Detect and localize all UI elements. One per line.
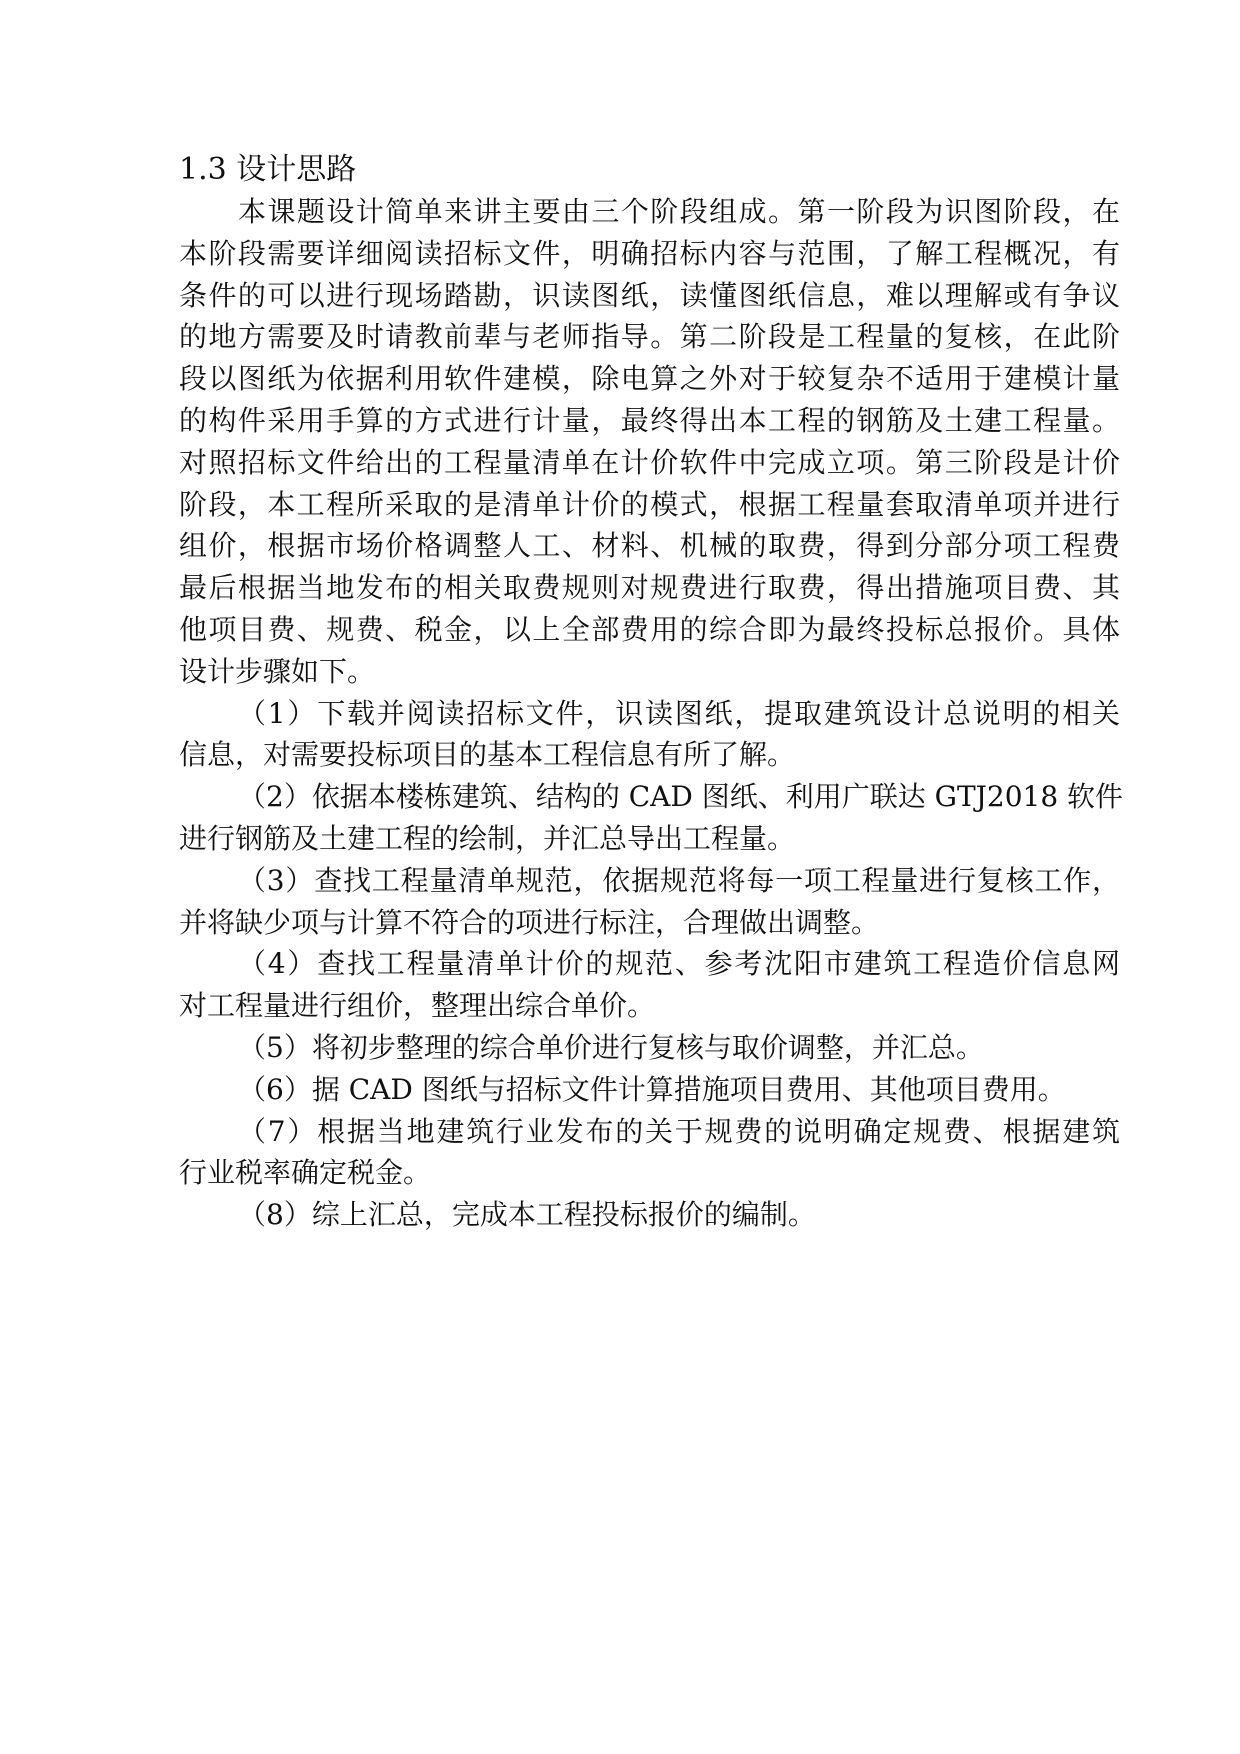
step-paragraph	[179, 1027, 1120, 1069]
text-line: （2）依据本楼栋建筑、结构的 CAD 图纸、利用广联达 GTJ2018 软件	[238, 780, 1124, 814]
section-heading: 1.3 设计思路	[179, 152, 357, 187]
text-line: 行业税率确定税金。	[179, 1156, 432, 1190]
text-line: （6）据 CAD 图纸与招标文件计算措施项目费用、其他项目费用。	[238, 1072, 1066, 1106]
step-paragraph	[179, 693, 1120, 777]
step-paragraph	[179, 1069, 1120, 1111]
text-line: 并将缺少项与计算不符合的项进行标注，合理做出调整。	[179, 905, 880, 939]
document-body	[179, 191, 1124, 1236]
step-paragraph	[179, 1194, 1120, 1236]
step-paragraph	[179, 860, 1120, 944]
text-line: 对照招标文件给出的工程量清单在计价软件中完成立项。第三阶段是计价	[179, 445, 1120, 479]
text-line: （5）将初步整理的综合单价进行复核与取价调整，并汇总。	[238, 1030, 984, 1064]
text-line: 的地方需要及时请教前辈与老师指导。第二阶段是工程量的复核，在此阶	[179, 320, 1120, 354]
step-paragraph	[179, 1111, 1120, 1195]
text-line: （1）下载并阅读招标文件，识读图纸，提取建筑设计总说明的相关	[238, 696, 1120, 730]
text-line: 本课题设计简单来讲主要由三个阶段组成。第一阶段为识图阶段，在	[238, 195, 1120, 228]
text-line: （4）查找工程量清单计价的规范、参考沈阳市建筑工程造价信息网	[238, 947, 1120, 981]
text-line: 进行钢筋及土建工程的绘制，并汇总导出工程量。	[179, 821, 796, 855]
text-line: 条件的可以进行现场踏勘，识读图纸，读懂图纸信息，难以理解或有争议	[179, 278, 1120, 312]
step-paragraph	[179, 776, 1124, 860]
text-line: 对工程量进行组价，整理出综合单价。	[179, 989, 656, 1023]
text-line: 阶段，本工程所采取的是清单计价的模式，根据工程量套取清单项并进行	[179, 487, 1120, 521]
text-line: 信息，对需要投标项目的基本工程信息有所了解。	[179, 738, 796, 772]
text-line: 组价，根据市场价格调整人工、材料、机械的取费，得到分部分项工程费	[179, 529, 1120, 563]
text-line: （7）根据当地建筑行业发布的关于规费的说明确定规费、根据建筑	[238, 1114, 1120, 1148]
text-line: 段以图纸为依据利用软件建模，除电算之外对于较复杂不适用于建模计量	[179, 362, 1120, 396]
text-line: （8）综上汇总，完成本工程投标报价的编制。	[238, 1198, 816, 1232]
text-line: 他项目费、规费、税金，以上全部费用的综合即为最终投标总报价。具体	[179, 612, 1120, 646]
text-line: 本阶段需要详细阅读招标文件，明确招标内容与范围，了解工程概况，有	[179, 236, 1120, 270]
text-line: 的构件采用手算的方式进行计量，最终得出本工程的钢筋及土建工程量。	[179, 403, 1120, 437]
text-line: （3）查找工程量清单规范，依据规范将每一项工程量进行复核工作，	[238, 863, 1120, 897]
text-line: 最后根据当地发布的相关取费规则对规费进行取费，得出措施项目费、其	[179, 571, 1120, 605]
intro-paragraph	[179, 191, 1120, 693]
text-line: 设计步骤如下。	[179, 654, 376, 688]
step-paragraph	[179, 943, 1120, 1027]
